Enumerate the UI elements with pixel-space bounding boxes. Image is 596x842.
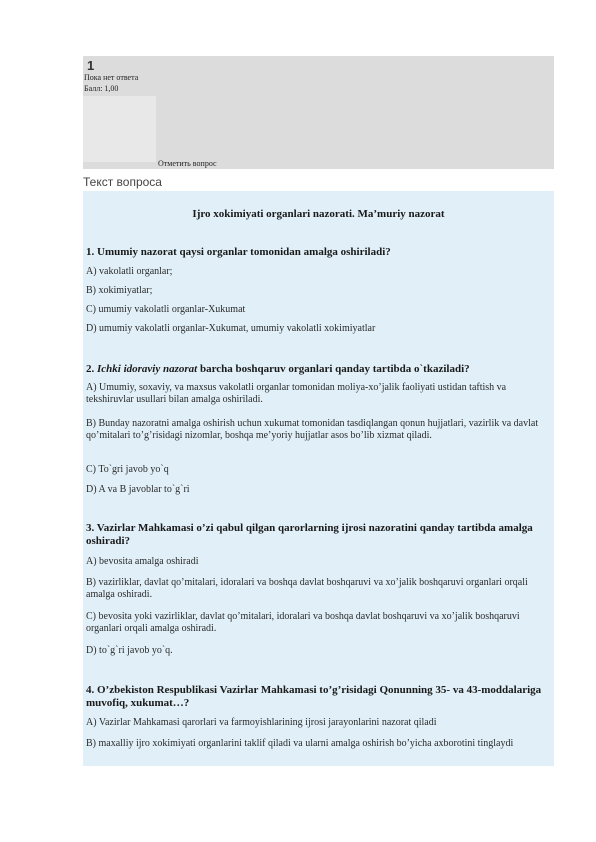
- flag-question-link[interactable]: Отметить вопрос: [158, 159, 217, 168]
- question-info-panel: [83, 56, 554, 169]
- question-2-term: Ichki idoraviy nazorat: [97, 363, 198, 375]
- q3-option-c: C) bevosita yoki vazirliklar, davlat qo’mitalari, idoralari va boshqa davlat boshqaruvi va xo’jalik boshqaruvi organlari orqali amalga oshiradi.: [86, 611, 520, 634]
- question-state: Пока нет ответа: [84, 73, 139, 82]
- question-text-label: Текст вопроса: [83, 175, 162, 189]
- q2-option-c: C) To`gri javob yo`q: [86, 464, 169, 475]
- flag-area: [83, 96, 156, 162]
- question-content: [83, 191, 554, 766]
- q2-option-a: A) Umumiy, soxaviy, va maxsus vakolatli organlar tomonidan moliya-xo’jalik faoliyati ustidan taftish va tekshiruvlar usullari bilan amalga oshiriladi.: [86, 382, 507, 405]
- q2-option-b: B) Bunday nazoratni amalga oshirish uchun xukumat tomonidan tasdiqlangan qonun hujjatlari, vazirlik va davlat qo’mitalari to’g’risidagi nizomlar, boshqa me’yoriy hujjatlar asos bo’lib xizmat qiladi.: [86, 418, 539, 441]
- question-number: 1: [87, 58, 95, 73]
- q4-option-b: B) maxalliy ijro xokimiyati organlarini taklif qiladi va ularni amalga oshirish bo’yicha axborotini tinglaydi: [86, 738, 514, 749]
- q1-option-d: D) umumiy vakolatli organlar-Xukumat, umumiy vakolatli xokimiyatlar: [86, 323, 376, 334]
- question-title: Ijro xokimiyati organlari nazorati. Ma’muriy nazorat: [192, 208, 445, 220]
- q1-option-a: A) vakolatli organlar;: [86, 266, 173, 277]
- q1-option-c: C) umumiy vakolatli organlar-Xukumat: [86, 304, 246, 315]
- question-grade: Балл: 1,00: [84, 84, 119, 93]
- q4-option-a: A) Vazirlar Mahkamasi qarorlari va farmoyishlarining ijrosi jarayonlarini nazorat qiladi: [86, 717, 437, 728]
- q3-option-a: A) bevosita amalga oshiradi: [86, 556, 199, 567]
- question-1: 1. Umumiy nazorat qaysi organlar tomonidan amalga oshiriladi?: [86, 246, 391, 258]
- q3-option-d: D) to`g`ri javob yo`q.: [86, 645, 173, 656]
- q1-option-b: B) xokimiyatlar;: [86, 285, 153, 296]
- question-2-number: 2.: [86, 363, 97, 375]
- question-3: 3. Vazirlar Mahkamasi o’zi qabul qilgan qarorlarning ijrosi nazoratini qanday tartibda amalga oshiradi?: [86, 522, 533, 547]
- question-2-rest: barcha boshqaruv organlari qanday tartibda o`tkaziladi?: [197, 363, 470, 375]
- q3-option-b: B) vazirliklar, davlat qo’mitalari, idoralari va boshqa davlat boshqaruvi va xo’jalik boshqaruvi organlari orqali amalga oshiradi.: [86, 577, 528, 600]
- q2-option-d: D) A va B javoblar to`g`ri: [86, 484, 190, 495]
- question-2: [86, 363, 552, 376]
- question-4: 4. O’zbekiston Respublikasi Vazirlar Mahkamasi to’g’risidagi Qonunning 35- va 43-moddalariga muvofiq, xukumat…?: [86, 684, 542, 709]
